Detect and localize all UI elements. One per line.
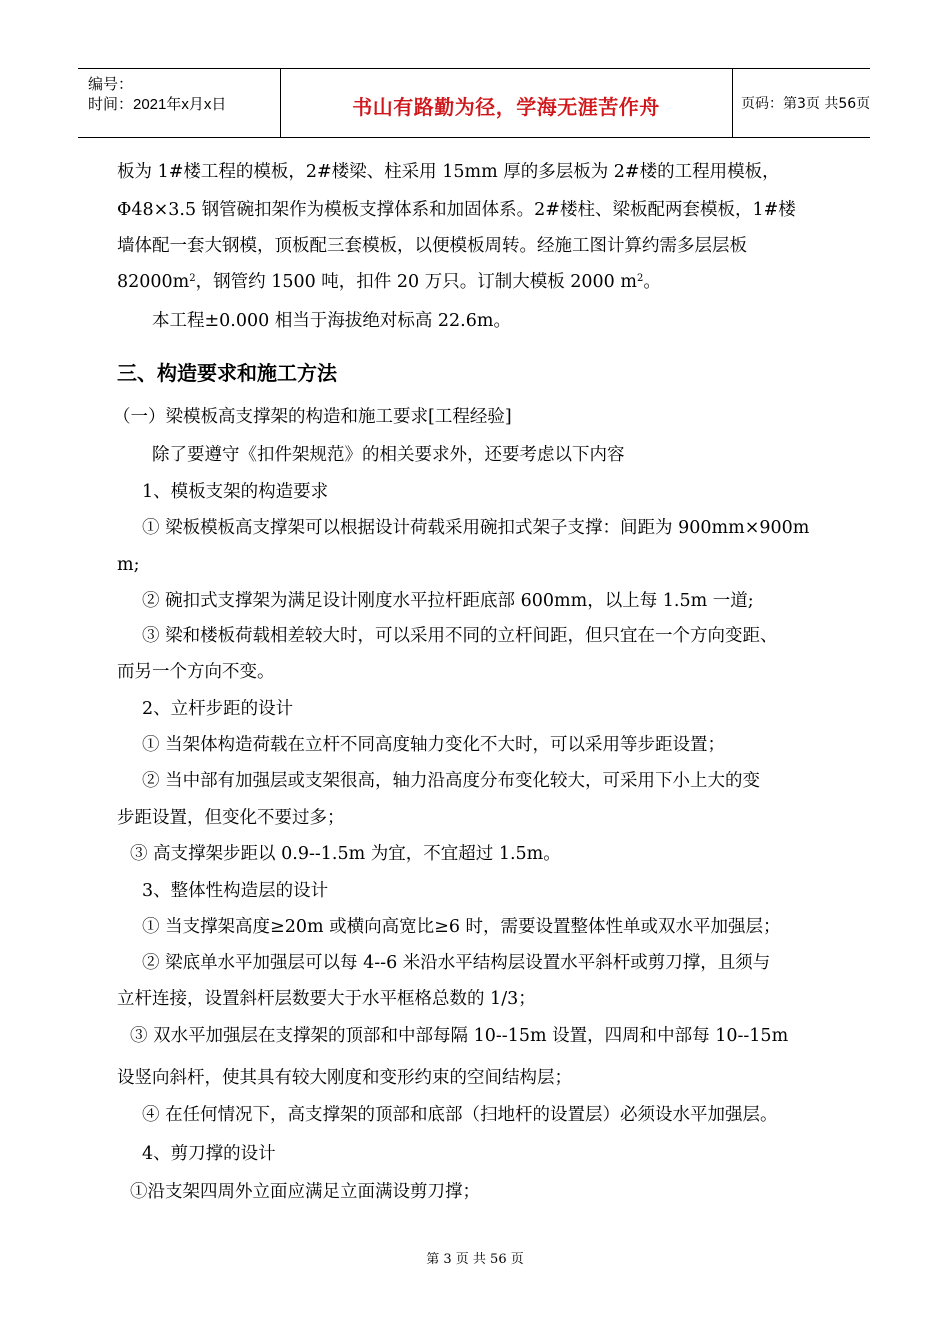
list-item: m; [117,555,140,575]
paragraph-line: 板为 1#楼工程的模板，2#楼梁、柱采用 15mm 厚的多层板为 2#楼的工程用模板， [117,162,780,182]
header-motto-cell [280,69,733,137]
list-heading: 3、整体性构造层的设计 [142,881,329,901]
paragraph-line: Φ48×3.5 钢管碗扣架作为模板支撑体系和加固体系。2#楼柱、梁板配两套模板，1#楼 [117,200,796,220]
paragraph-text: ，钢管约 1500 吨，扣件 20 万只。订制大模板 2000 m [195,272,637,292]
header-motto: 书山有路勤为径，学海无涯苦作舟 [352,95,660,119]
list-item: ④ 在任何情况下，高支撑架的顶部和底部（扫地杆的设置层）必须设水平加强层。 [142,1105,778,1125]
list-item: ① 当支撑架高度≥20m 或横向高宽比≥6 时，需要设置整体性单或双水平加强层； [142,917,781,937]
list-heading: 1、模板支架的构造要求 [142,482,329,502]
list-item: ③ 双水平加强层在支撑架的顶部和中部每隔 10--15m 设置，四周和中部每 10--15m [130,1026,789,1046]
list-item: 设竖向斜杆，使其具有较大刚度和变形约束的空间结构层； [117,1068,572,1088]
section-heading: 三、构造要求和施工方法 [117,361,337,385]
number-label: 编号： [88,76,134,93]
header-left-cell [78,69,281,137]
paragraph-text: 。 [643,272,661,292]
page-footer: 第 3 页 共 56 页 [426,1252,524,1267]
area-value: 82000m [117,272,190,292]
list-item: ② 碗扣式支撑架为满足设计刚度水平拉杆距底部 600mm，以上每 1.5m 一道; [142,591,754,611]
list-item: 步距设置，但变化不要过多； [117,808,345,828]
list-item: ①沿支架四周外立面应满足立面满设剪刀撑； [130,1182,480,1202]
page-header [78,68,870,138]
paragraph-line: 墙体配一套大钢模，顶板配三套模板，以便模板周转。经施工图计算约需多层层板 [117,236,747,256]
superscript: 2 [189,273,196,284]
subsection-heading: （一）梁模板高支撑架的构造和施工要求[工程经验] [113,407,512,427]
header-right-cell [733,69,870,137]
list-item: ② 梁底单水平加强层可以每 4--6 米沿水平结构层设置水平斜杆或剪刀撑，且须与 [142,953,771,973]
list-item: ③ 梁和楼板荷载相差较大时，可以采用不同的立杆间距，但只宜在一个方向变距、 [142,626,778,646]
list-item: 立杆连接，设置斜杆层数要大于水平框格总数的 1/3； [117,989,536,1009]
list-item: 而另一个方向不变。 [117,662,275,682]
list-item: ② 当中部有加强层或支架很高，轴力沿高度分布变化较大，可采用下小上大的变 [142,771,761,791]
list-item: ① 梁板模板高支撑架可以根据设计荷载采用碗扣式架子支撑：间距为 900mm×900m [142,518,810,538]
time-label: 时间：2021年x月x日 [88,96,227,113]
list-heading: 2、立杆步距的设计 [142,699,294,719]
list-item: ① 当架体构造荷载在立杆不同高度轴力变化不大时，可以采用等步距设置； [142,735,726,755]
list-item: ③ 高支撑架步距以 0.9--1.5m 为宜，不宜超过 1.5m。 [130,844,561,864]
superscript: 2 [636,273,644,284]
header-page-info: 页码：第3页 共56页 [741,96,871,112]
paragraph-line: 本工程±0.000 相当于海拔绝对标高 22.6m。 [152,311,511,331]
list-heading: 4、剪刀撑的设计 [142,1144,276,1164]
paragraph-line [117,270,661,294]
paragraph-line: 除了要遵守《扣件架规范》的相关要求外，还要考虑以下内容 [152,445,625,465]
